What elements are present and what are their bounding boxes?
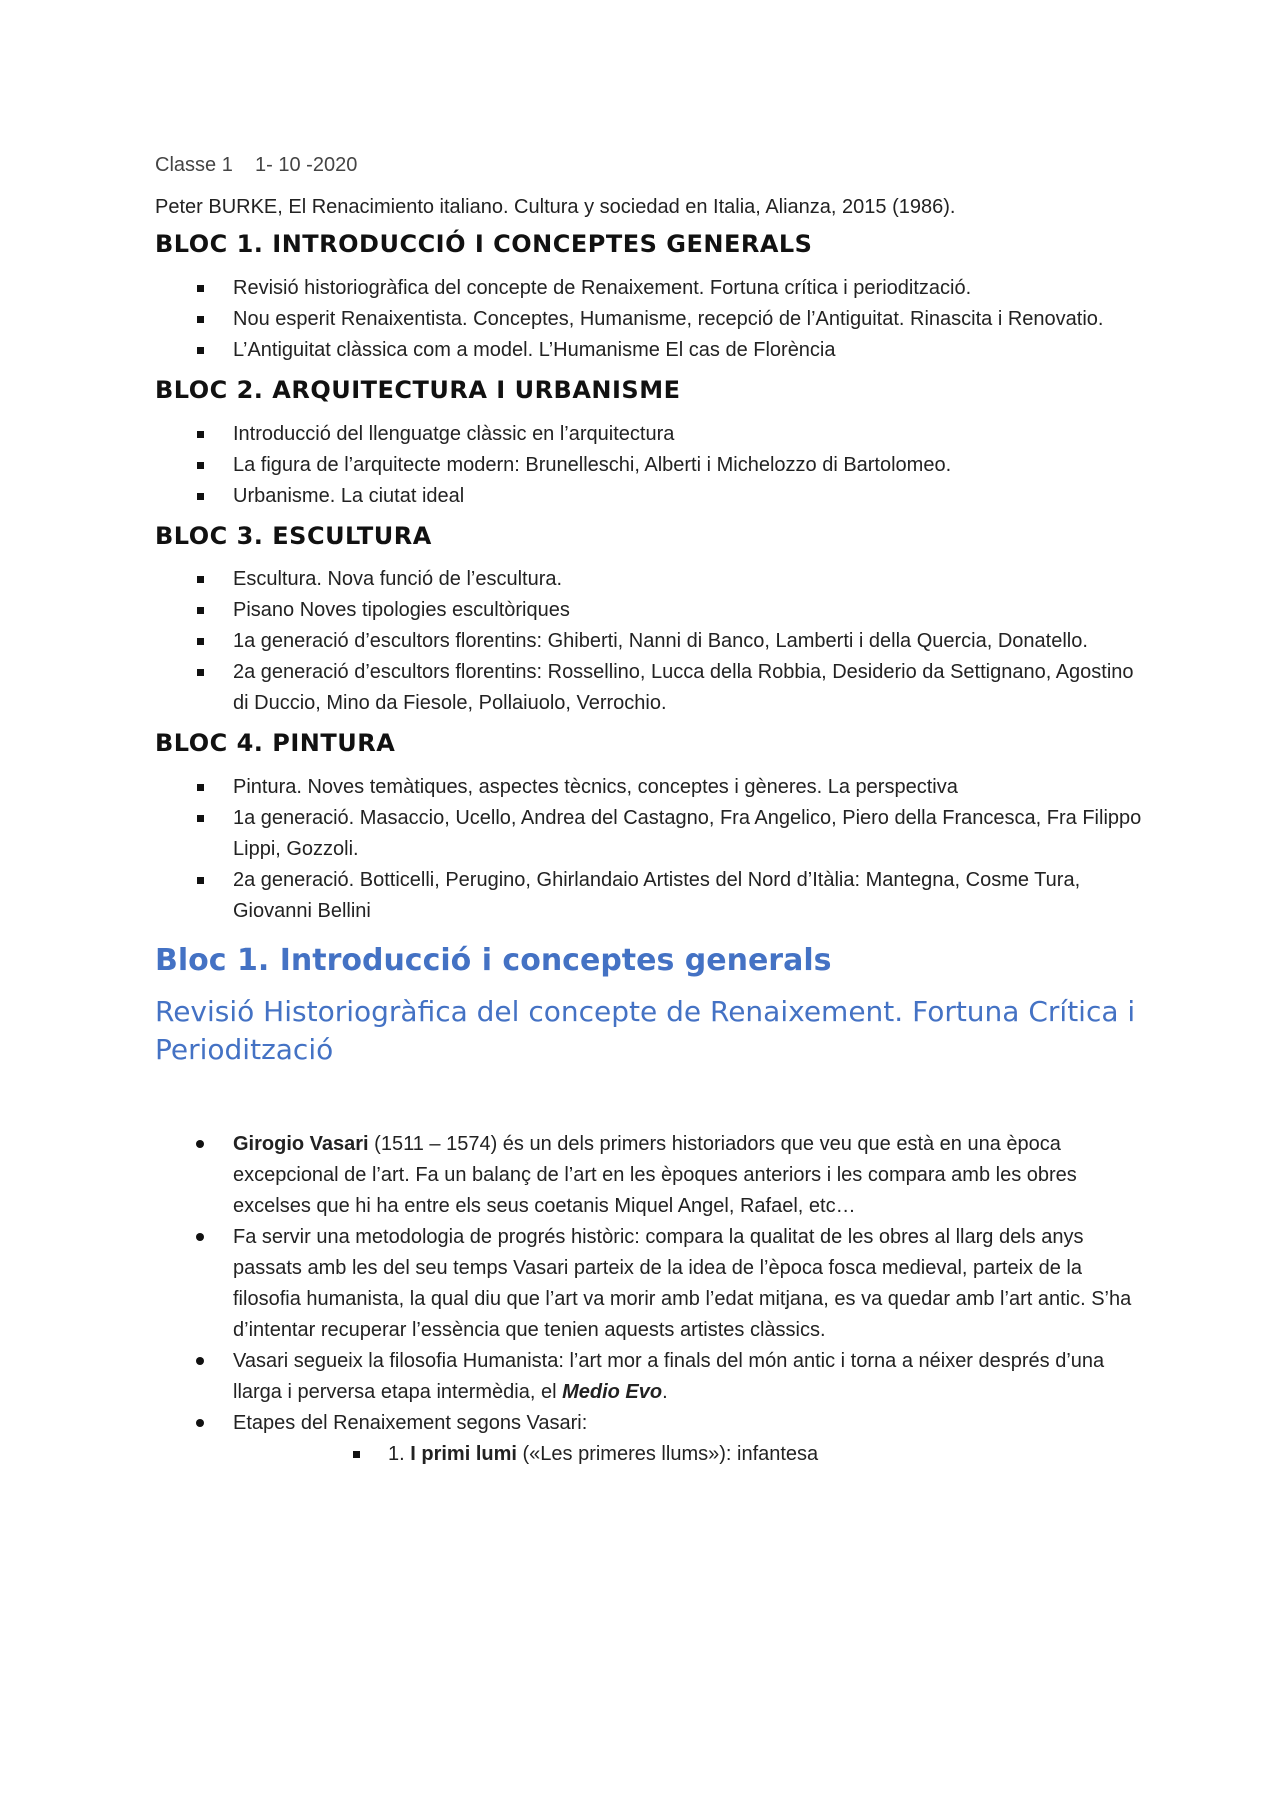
square-bullet-icon bbox=[353, 1451, 360, 1458]
list-item: Revisió historiogràfica del concepte de Renaixement. Fortuna crítica i periodització. bbox=[155, 273, 1145, 304]
notes-list bbox=[155, 1129, 1145, 1439]
list-item: La figura de l’arquitecte modern: Brunelleschi, Alberti i Michelozzo di Bartolomeo. bbox=[155, 450, 1145, 481]
square-bullet-icon bbox=[197, 576, 204, 583]
round-bullet-icon bbox=[196, 1140, 204, 1148]
document-page bbox=[155, 152, 1145, 1470]
section-subheading: Revisió Historiogràfica del concepte de Renaixement. Fortuna Crítica i Periodització bbox=[155, 995, 1136, 1066]
bloc-4-list bbox=[155, 772, 1145, 927]
list-item: Nou esperit Renaixentista. Conceptes, Humanisme, recepció de l’Antiguitat. Rinascita i Renovatio. bbox=[155, 304, 1145, 335]
bloc-1-list bbox=[155, 273, 1145, 366]
square-bullet-icon bbox=[197, 815, 204, 822]
bloc-2-list bbox=[155, 419, 1145, 512]
list-item: Urbanisme. La ciutat ideal bbox=[155, 481, 1145, 512]
list-item: 1. I primi lumi («Les primeres llums»): infantesa bbox=[155, 1439, 1145, 1470]
bloc-2-title: BLOC 2. ARQUITECTURA I URBANISME bbox=[155, 375, 681, 404]
square-bullet-icon bbox=[197, 493, 204, 500]
list-item: Pintura. Noves temàtiques, aspectes tècnics, conceptes i gèneres. La perspectiva bbox=[155, 772, 1145, 803]
list-item: L’Antiguitat clàssica com a model. L’Humanisme El cas de Florència bbox=[155, 335, 1145, 366]
list-item: Etapes del Renaixement segons Vasari: bbox=[155, 1408, 1145, 1439]
list-item: 2a generació. Botticelli, Perugino, Ghirlandaio Artistes del Nord d’Itàlia: Mantegna, Cosme Tura, Giovanni Bellini bbox=[155, 865, 1145, 927]
bloc-1-title: BLOC 1. INTRODUCCIÓ I CONCEPTES GENERALS bbox=[155, 230, 813, 258]
round-bullet-icon bbox=[196, 1419, 204, 1427]
square-bullet-icon bbox=[197, 347, 204, 354]
square-bullet-icon bbox=[197, 638, 204, 645]
bibliographic-reference: Peter BURKE, El Renacimiento italiano. Cultura y sociedad en Italia, Alianza, 2015 (1986). bbox=[155, 196, 956, 218]
square-bullet-icon bbox=[197, 669, 204, 676]
list-item: Pisano Noves tipologies escultòriques bbox=[155, 595, 1145, 626]
section-heading: Bloc 1. Introducció i conceptes generals bbox=[155, 943, 832, 979]
round-bullet-icon bbox=[196, 1233, 204, 1241]
square-bullet-icon bbox=[197, 877, 204, 884]
square-bullet-icon bbox=[197, 285, 204, 292]
list-item: Introducció del llenguatge clàssic en l’arquitectura bbox=[155, 419, 1145, 450]
bloc-3-title: BLOC 3. ESCULTURA bbox=[155, 521, 432, 550]
square-bullet-icon bbox=[197, 607, 204, 614]
round-bullet-icon bbox=[196, 1357, 204, 1365]
bloc-3-list bbox=[155, 564, 1145, 719]
square-bullet-icon bbox=[197, 316, 204, 323]
class-date-line: Classe 1 1- 10 -2020 bbox=[155, 154, 358, 176]
list-item: 1a generació d’escultors florentins: Ghiberti, Nanni di Banco, Lamberti i della Quercia, Donatello. bbox=[155, 626, 1145, 657]
square-bullet-icon bbox=[197, 462, 204, 469]
list-item: Escultura. Nova funció de l’escultura. bbox=[155, 564, 1145, 595]
vasari-stages-list bbox=[155, 1439, 1145, 1470]
list-item: 1a generació. Masaccio, Ucello, Andrea del Castagno, Fra Angelico, Piero della Francesca, Fra Filippo Lippi, Gozzoli. bbox=[155, 803, 1145, 865]
list-item: 2a generació d’escultors florentins: Rossellino, Lucca della Robbia, Desiderio da Settignano, Agostino di Duccio, Mino da Fiesole, Pollaiuolo, Verrochio. bbox=[155, 657, 1145, 719]
square-bullet-icon bbox=[197, 784, 204, 791]
list-item: Fa servir una metodologia de progrés històric: compara la qualitat de les obres al llarg dels anys passats amb les del seu temps Vasari parteix de la idea de l’època fosca medieval, parteix de la filosofia humanista, la qual diu que l’art va morir amb l’edat mitjana, es va quedar amb l’art antic. S’ha d’intentar recuperar l’essència que tenien aquests artistes clàssics. bbox=[155, 1222, 1145, 1346]
square-bullet-icon bbox=[197, 431, 204, 438]
list-item: Vasari segueix la filosofia Humanista: l’art mor a finals del món antic i torna a néixer després d’una llarga i perversa etapa intermèdia, el Medio Evo. bbox=[155, 1346, 1145, 1408]
bloc-4-title: BLOC 4. PINTURA bbox=[155, 729, 396, 758]
list-item: Girogio Vasari (1511 – 1574) és un dels primers historiadors que veu que està en una època excepcional de l’art. Fa un balanç de l’art en les èpoques anteriors i les compara amb les obres excelses que hi ha entre els seus coetanis Miquel Angel, Rafael, etc… bbox=[155, 1129, 1145, 1222]
